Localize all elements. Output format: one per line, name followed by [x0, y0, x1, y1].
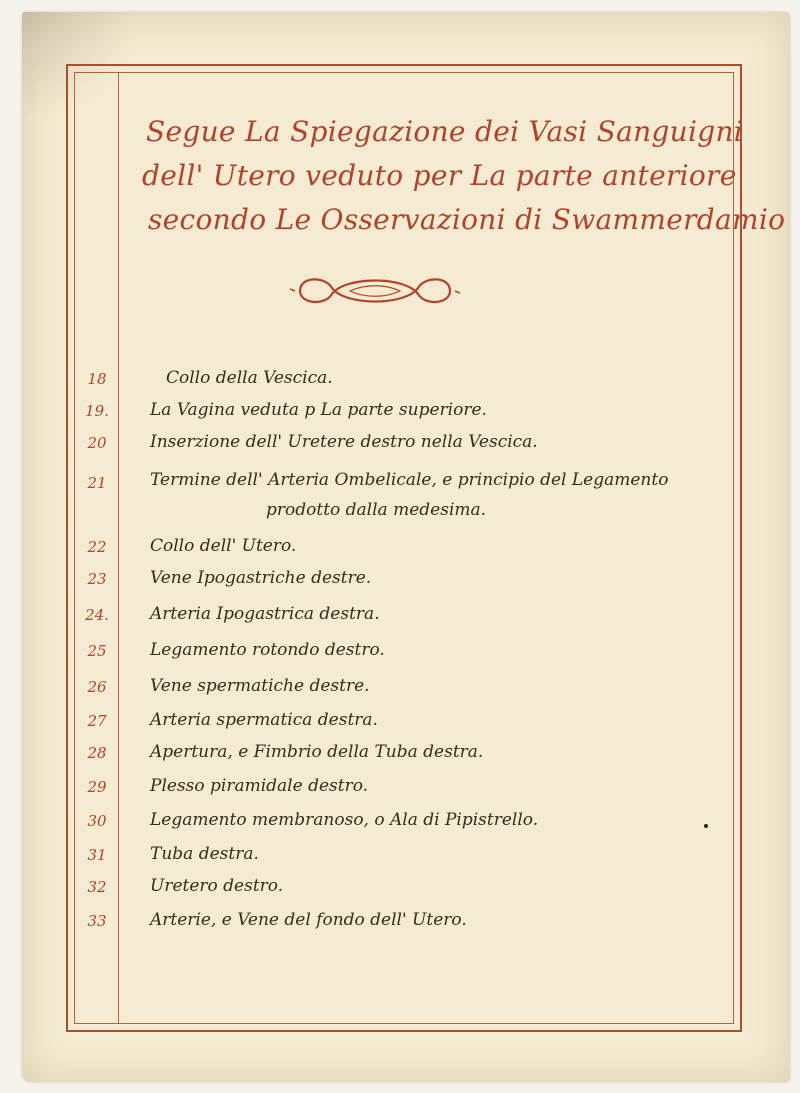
page-title: [140, 110, 786, 242]
ink-spot: [704, 824, 708, 828]
entry-text: Termine dell' Arteria Ombelicale, e principio del Legamento: [150, 470, 669, 490]
entry-text: Collo dell' Utero.: [150, 536, 297, 556]
entry-text: Arterie, e Vene del fondo dell' Utero.: [150, 910, 467, 930]
entry-text: Collo della Vescica.: [166, 368, 333, 388]
entry-text: Vene Ipogastriche destre.: [150, 568, 372, 588]
entry-text: Legamento membranoso, o Ala di Pipistrello.: [150, 810, 539, 830]
entry-text: Uretero destro.: [150, 876, 284, 896]
entry-number: 26: [87, 678, 107, 696]
margin-rule: [118, 72, 119, 1024]
entry-number: 25: [87, 642, 107, 660]
entry-text: Vene spermatiche destre.: [150, 676, 370, 696]
entry-text: Plesso piramidale destro.: [150, 776, 369, 796]
entry-text: Inserzione dell' Uretere destro nella Vescica.: [150, 432, 538, 452]
entry-text: prodotto dalla medesima.: [266, 500, 487, 520]
entry-number: 30: [87, 812, 107, 830]
title-line-3: secondo Le Osservazioni di Swammerdamio: [148, 203, 786, 236]
entry-number: 22: [87, 538, 107, 556]
entry-number: 32: [87, 878, 107, 896]
title-line-1: Segue La Spiegazione dei Vasi Sanguigni: [146, 115, 744, 148]
entry-text: Legamento rotondo destro.: [150, 640, 385, 660]
entry-number: 24.: [85, 606, 109, 624]
entry-number: 28: [87, 744, 107, 762]
entry-number: 33: [87, 912, 107, 930]
entry-number: 27: [87, 712, 107, 730]
title-line-2: dell' Utero veduto per La parte anteriore: [142, 159, 737, 192]
entry-text: La Vagina veduta p La parte superiore.: [150, 400, 487, 420]
entry-text: Arteria Ipogastrica destra.: [150, 604, 380, 624]
entry-text: Arteria spermatica destra.: [150, 710, 378, 730]
entry-text: Tuba destra.: [150, 844, 259, 864]
entry-number: 31: [87, 846, 107, 864]
entry-text: Apertura, e Fimbrio della Tuba destra.: [150, 742, 484, 762]
entry-number: 23: [87, 570, 107, 588]
entry-number: 18: [87, 370, 107, 388]
entry-number: 21: [87, 474, 107, 492]
entry-number: 19.: [85, 402, 109, 420]
entry-number: 20: [87, 434, 107, 452]
entry-number: 29: [87, 778, 107, 796]
flourish-ornament-icon: [290, 266, 460, 316]
